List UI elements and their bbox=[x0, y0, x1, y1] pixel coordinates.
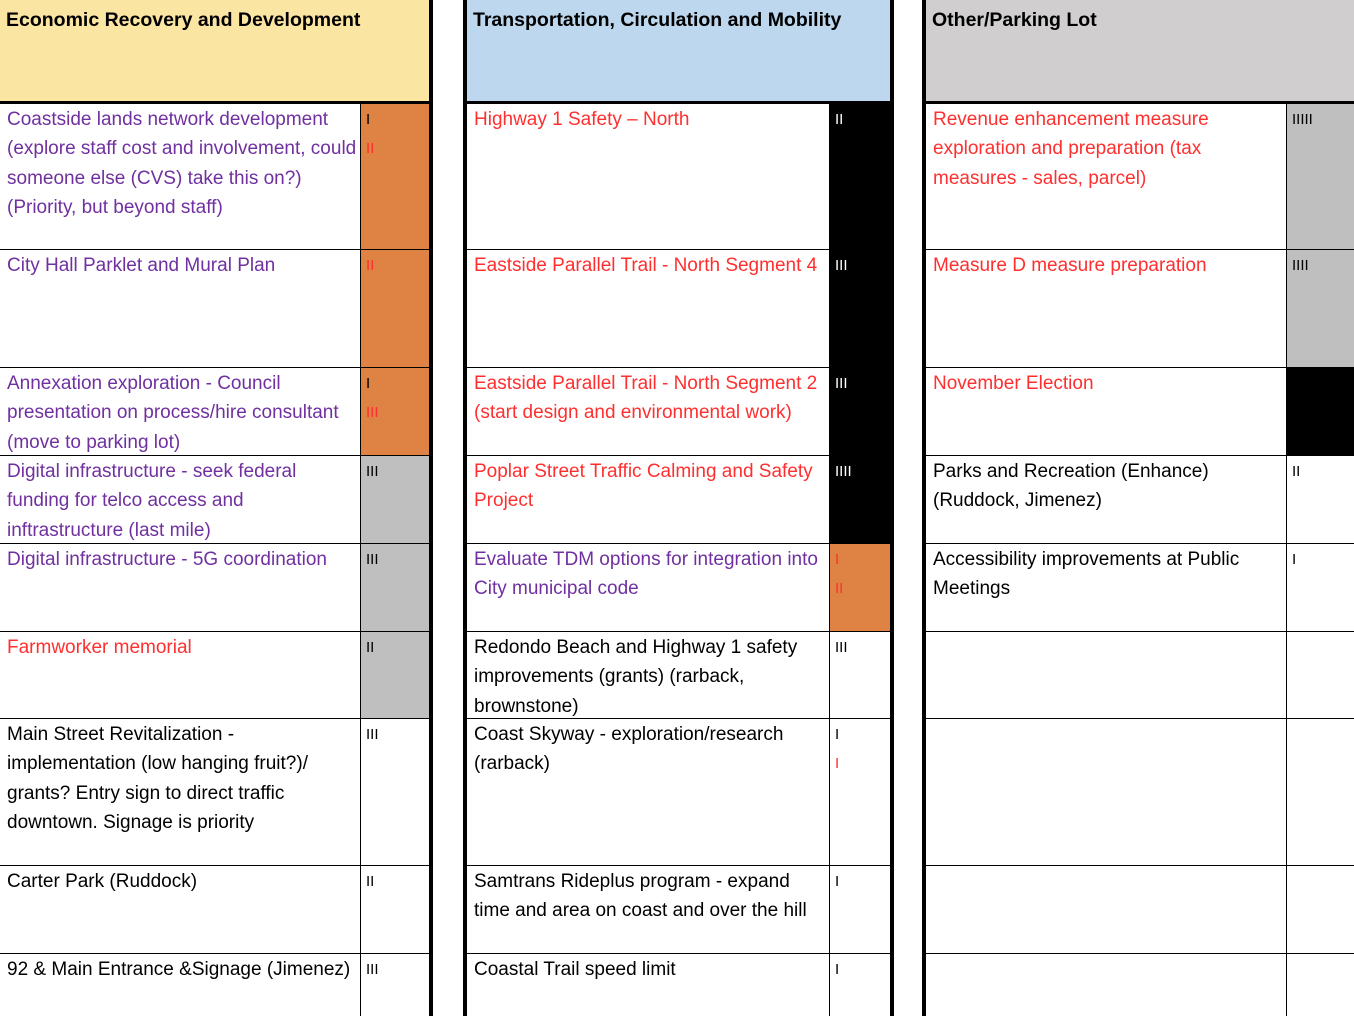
cell-divider bbox=[1286, 866, 1287, 954]
tally-marks bbox=[1287, 544, 1354, 632]
table-row bbox=[467, 456, 890, 544]
table-row bbox=[467, 368, 890, 456]
tally-marks bbox=[830, 954, 890, 1016]
tally-marks bbox=[361, 250, 429, 368]
cell-divider bbox=[829, 104, 830, 250]
tally-marks bbox=[830, 456, 890, 544]
table-row bbox=[0, 544, 429, 632]
tally-mark: II bbox=[366, 257, 375, 274]
tally-mark: I bbox=[1292, 551, 1297, 568]
table-row bbox=[926, 544, 1354, 632]
tally-mark: III bbox=[366, 551, 379, 568]
cell-divider bbox=[1286, 632, 1287, 719]
tally-marks bbox=[830, 632, 890, 719]
priority-item: Coast Skyway - exploration/research (rarback) bbox=[474, 724, 784, 775]
column-other-parking-lot bbox=[922, 0, 1354, 1016]
tally-mark: II bbox=[835, 580, 844, 598]
table-row bbox=[0, 456, 429, 544]
tally-marks bbox=[1287, 866, 1354, 954]
table-row bbox=[0, 250, 429, 368]
cell-divider bbox=[829, 250, 830, 368]
tally-marks bbox=[361, 954, 429, 1016]
tally-marks bbox=[361, 632, 429, 719]
cell-divider bbox=[360, 719, 361, 866]
table-row bbox=[926, 632, 1354, 719]
cell-divider bbox=[1286, 250, 1287, 368]
tally-mark: I bbox=[835, 873, 840, 890]
tally-marks bbox=[361, 719, 429, 866]
tally-mark: II bbox=[366, 873, 375, 890]
table-row bbox=[467, 954, 890, 1016]
cell-divider bbox=[360, 104, 361, 250]
column-border bbox=[429, 0, 433, 1016]
tally-mark: I bbox=[366, 375, 371, 392]
priority-item: 92 & Main Entrance &Signage (Jimenez) bbox=[7, 959, 351, 980]
cell-divider bbox=[829, 456, 830, 544]
priority-item: Revenue enhancement measure exploration and preparation (tax measures - sales, parcel) bbox=[933, 109, 1209, 189]
cell-divider bbox=[360, 866, 361, 954]
table-row bbox=[467, 250, 890, 368]
tally-marks bbox=[1287, 368, 1354, 456]
tally-marks bbox=[1287, 456, 1354, 544]
cell-divider bbox=[829, 544, 830, 632]
priority-item: November Election bbox=[933, 373, 1094, 394]
tally-mark: II bbox=[366, 639, 375, 656]
table-row bbox=[926, 954, 1354, 1016]
cell-divider bbox=[360, 954, 361, 1016]
table-row bbox=[0, 954, 429, 1016]
table-row bbox=[926, 104, 1354, 250]
tally-marks bbox=[830, 104, 890, 250]
tally-marks bbox=[1287, 632, 1354, 719]
column-header bbox=[467, 0, 890, 102]
cell-divider bbox=[829, 368, 830, 456]
tally-mark: I bbox=[835, 961, 840, 978]
tally-marks bbox=[361, 866, 429, 954]
table-row bbox=[467, 544, 890, 632]
tally-mark: IIII bbox=[1292, 257, 1309, 274]
cell-divider bbox=[360, 544, 361, 632]
cell-divider bbox=[1286, 954, 1287, 1016]
header-divider bbox=[922, 101, 1354, 104]
tally-marks bbox=[1287, 719, 1354, 866]
column-title: Other/Parking Lot bbox=[932, 9, 1097, 31]
header-divider bbox=[463, 101, 893, 104]
priority-item: Digital infrastructure - seek federal funding for telco access and inftrastructure (last mile) bbox=[7, 461, 297, 541]
table-row bbox=[467, 104, 890, 250]
priority-item: Poplar Street Traffic Calming and Safety Project bbox=[474, 461, 813, 512]
tally-mark: IIIII bbox=[1292, 111, 1313, 128]
priority-item: Farmworker memorial bbox=[7, 637, 192, 658]
table-row bbox=[926, 250, 1354, 368]
column-header bbox=[926, 0, 1354, 102]
tally-mark: II bbox=[366, 140, 375, 158]
cell-divider bbox=[360, 632, 361, 719]
tally-mark: III bbox=[366, 726, 379, 743]
cell-divider bbox=[829, 866, 830, 954]
table-row bbox=[926, 368, 1354, 456]
priority-item: Parks and Recreation (Enhance) (Ruddock, Jimenez) bbox=[933, 461, 1209, 512]
table-row bbox=[0, 632, 429, 719]
tally-mark: I bbox=[835, 551, 840, 568]
tally-mark: III bbox=[835, 639, 848, 656]
tally-marks bbox=[830, 544, 890, 632]
cell-divider bbox=[1286, 104, 1287, 250]
priority-item: Evaluate TDM options for integration into City municipal code bbox=[474, 549, 818, 600]
table-row bbox=[467, 719, 890, 866]
cell-divider bbox=[1286, 719, 1287, 866]
table-row bbox=[0, 368, 429, 456]
column-title: Economic Recovery and Development bbox=[6, 9, 361, 31]
column-border bbox=[890, 0, 894, 1016]
tally-marks bbox=[361, 544, 429, 632]
cell-divider bbox=[360, 250, 361, 368]
priority-item: Highway 1 Safety – North bbox=[474, 109, 690, 130]
priority-item: Eastside Parallel Trail - North Segment 4 bbox=[474, 255, 818, 276]
priority-item: City Hall Parklet and Mural Plan bbox=[7, 255, 276, 276]
tally-mark: III bbox=[835, 375, 848, 392]
tally-mark: III bbox=[366, 404, 379, 422]
tally-mark: II bbox=[1292, 463, 1301, 480]
column-economic-recovery bbox=[0, 0, 432, 1016]
tally-marks bbox=[361, 368, 429, 456]
tally-mark: III bbox=[835, 257, 848, 274]
priority-item bbox=[926, 632, 1287, 719]
priority-item: Measure D measure preparation bbox=[933, 255, 1207, 276]
tally-mark: II bbox=[835, 111, 844, 128]
priority-item bbox=[926, 866, 1287, 954]
table-row bbox=[926, 456, 1354, 544]
column-title: Transportation, Circulation and Mobility bbox=[473, 9, 842, 31]
column-transportation bbox=[463, 0, 893, 1016]
priority-item: Annexation exploration - Council presentation on process/hire consultant (move to parking lot) bbox=[7, 373, 339, 453]
tally-marks bbox=[830, 866, 890, 954]
cell-divider bbox=[1286, 544, 1287, 632]
priority-item bbox=[926, 954, 1287, 1016]
tally-marks bbox=[830, 250, 890, 368]
cell-divider bbox=[360, 368, 361, 456]
tally-marks bbox=[361, 104, 429, 250]
table-row bbox=[0, 104, 429, 250]
table-row bbox=[0, 719, 429, 866]
header-divider bbox=[0, 101, 432, 104]
priority-item: Carter Park (Ruddock) bbox=[7, 871, 198, 892]
tally-marks bbox=[1287, 250, 1354, 368]
tally-marks bbox=[1287, 954, 1354, 1016]
tally-marks bbox=[830, 719, 890, 866]
tally-marks bbox=[361, 456, 429, 544]
table-row bbox=[926, 719, 1354, 866]
cell-divider bbox=[1286, 456, 1287, 544]
cell-divider bbox=[829, 719, 830, 866]
priority-item bbox=[926, 719, 1287, 866]
priority-item: Main Street Revitalization - implementation (low hanging fruit?)/ grants? Entry sign to direct traffic downtown. Signage is priority bbox=[7, 724, 308, 833]
priority-item: Digital infrastructure - 5G coordination bbox=[7, 549, 327, 570]
cell-divider bbox=[1286, 368, 1287, 456]
column-header bbox=[0, 0, 429, 102]
priority-item: Samtrans Rideplus program - expand time and area on coast and over the hill bbox=[474, 871, 807, 922]
tally-mark: I bbox=[835, 726, 840, 743]
cell-divider bbox=[360, 456, 361, 544]
tally-mark: III bbox=[366, 463, 379, 480]
table-row bbox=[926, 866, 1354, 954]
priority-item: Coastal Trail speed limit bbox=[474, 959, 676, 980]
tally-mark: I bbox=[835, 755, 840, 773]
priority-item: Coastside lands network development (explore staff cost and involvement, could someone else (CVS) take this on?) (Priority, but beyond staff) bbox=[7, 109, 357, 218]
cell-divider bbox=[829, 954, 830, 1016]
tally-mark: IIII bbox=[835, 463, 852, 480]
table-row bbox=[467, 866, 890, 954]
priority-item: Eastside Parallel Trail - North Segment 2 (start design and environmental work) bbox=[474, 373, 818, 424]
tally-marks bbox=[1287, 104, 1354, 250]
tally-marks bbox=[830, 368, 890, 456]
table-row bbox=[467, 632, 890, 719]
priority-item: Accessibility improvements at Public Meetings bbox=[933, 549, 1240, 600]
tally-mark: III bbox=[366, 961, 379, 978]
priority-item: Redondo Beach and Highway 1 safety improvements (grants) (rarback, brownstone) bbox=[474, 637, 798, 717]
table-row bbox=[0, 866, 429, 954]
cell-divider bbox=[829, 632, 830, 719]
tally-mark: I bbox=[366, 111, 371, 128]
